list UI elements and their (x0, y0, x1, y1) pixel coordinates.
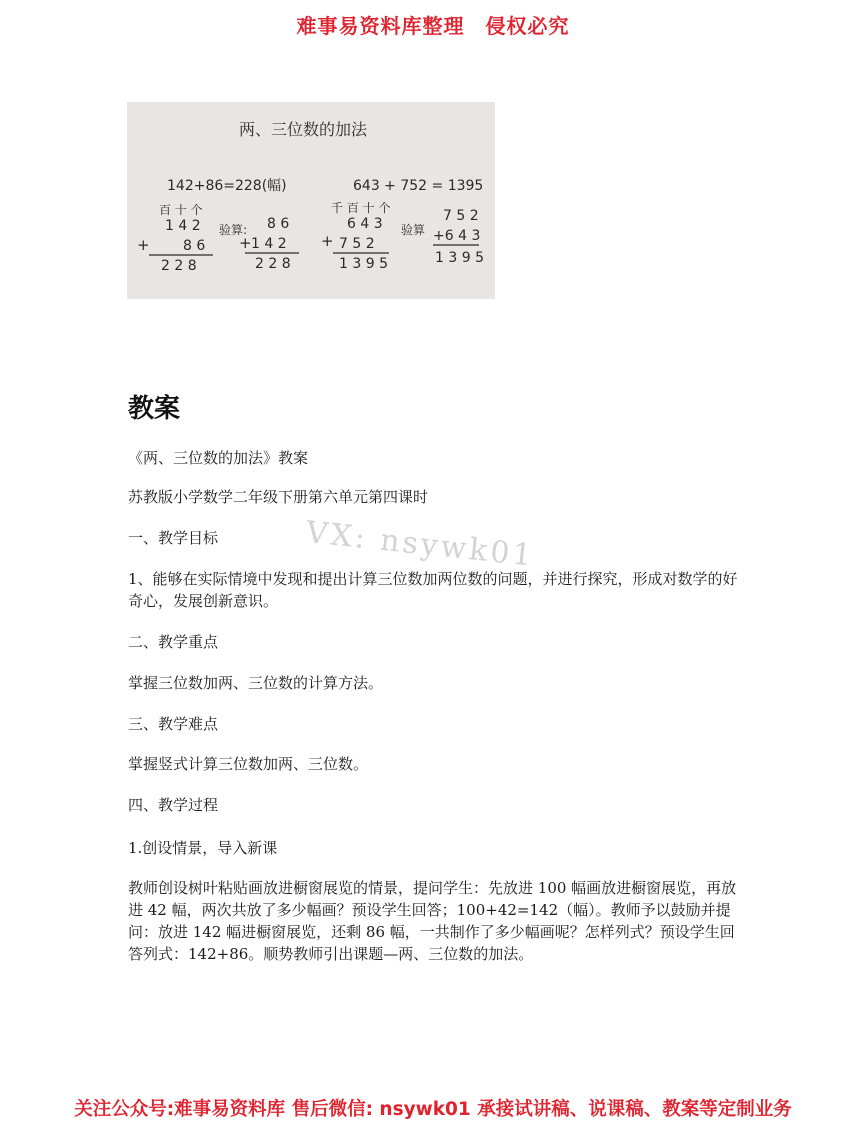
section-heading-key-points: 二、教学重点 (128, 633, 219, 651)
left-check-sum: 2 2 8 (255, 256, 291, 272)
left-check-label: 验算: (219, 223, 248, 237)
right-addend1: 6 4 3 (347, 216, 383, 232)
lesson-subtitle: 苏教版小学数学二年级下册第六单元第四课时 (128, 488, 429, 506)
section-heading-process: 四、教学过程 (128, 796, 219, 814)
subsection-heading-intro: 1.创设情景，导入新课 (128, 839, 278, 857)
paragraph-difficulties: 掌握竖式计算三位数加两、三位数。 (128, 755, 369, 773)
left-sum: 2 2 8 (161, 258, 197, 274)
right-check-label: 验算 (401, 223, 426, 237)
right-addend2: 7 5 2 (339, 236, 375, 252)
left-check-addend1: 8 6 (267, 216, 290, 232)
document-heading: 教案 (128, 394, 181, 424)
photo-title: 两、三位数的加法 (239, 120, 368, 139)
left-addend2: 8 6 (183, 238, 206, 254)
right-operator: + (321, 232, 334, 250)
right-check-addend1: 7 5 2 (443, 208, 479, 224)
left-place-header: 百 十 个 (159, 203, 203, 217)
left-check-addend2: 1 4 2 (251, 236, 287, 252)
lesson-title: 《两、三位数的加法》教案 (128, 449, 309, 467)
handwritten-photo (127, 102, 495, 299)
section-heading-difficulties: 三、教学难点 (128, 715, 219, 733)
left-check-operator: + (239, 234, 252, 252)
section-heading-goals: 一、教学目标 (128, 529, 219, 547)
footer-banner: 关注公众号:难事易资料库 售后微信: nsywk01 承接试讲稿、说课稿、教案等定制业务 (74, 1099, 792, 1120)
header-banner: 难事易资料库整理 侵权必究 (296, 14, 570, 38)
watermark: VX: nsywk01 (304, 515, 537, 574)
right-equation: 643 + 752 = 1395 (353, 178, 484, 194)
left-addend1: 1 4 2 (165, 218, 201, 234)
right-check-sum: 1 3 9 5 (435, 250, 484, 266)
right-sum: 1 3 9 5 (339, 256, 388, 272)
left-equation: 142+86=228(幅) (167, 178, 287, 194)
right-check-addend2: +6 4 3 (433, 228, 481, 244)
paragraph-goals: 1、能够在实际情境中发现和提出计算三位数加两位数的问题，并进行探究，形成对数学的好奇心，发展创新意识。 (128, 570, 738, 610)
paragraph-intro: 教师创设树叶粘贴画放进橱窗展览的情景，提问学生：先放进 100 幅画放进橱窗展览，再放进 42 幅，两次共放了多少幅画？预设学生回答；100+42=142（幅）。教师予以鼓励并提问：放进 142 幅进橱窗展览，还剩 86 幅，一共制作了多少幅画呢？怎样列式？预设学生回答列式：142+86。顺势教师引出课题—两、三位数的加法。 (128, 879, 737, 963)
right-place-header: 千 百 十 个 (331, 201, 391, 215)
paragraph-key-points: 掌握三位数加两、三位数的计算方法。 (128, 674, 384, 692)
left-operator: + (137, 236, 150, 254)
